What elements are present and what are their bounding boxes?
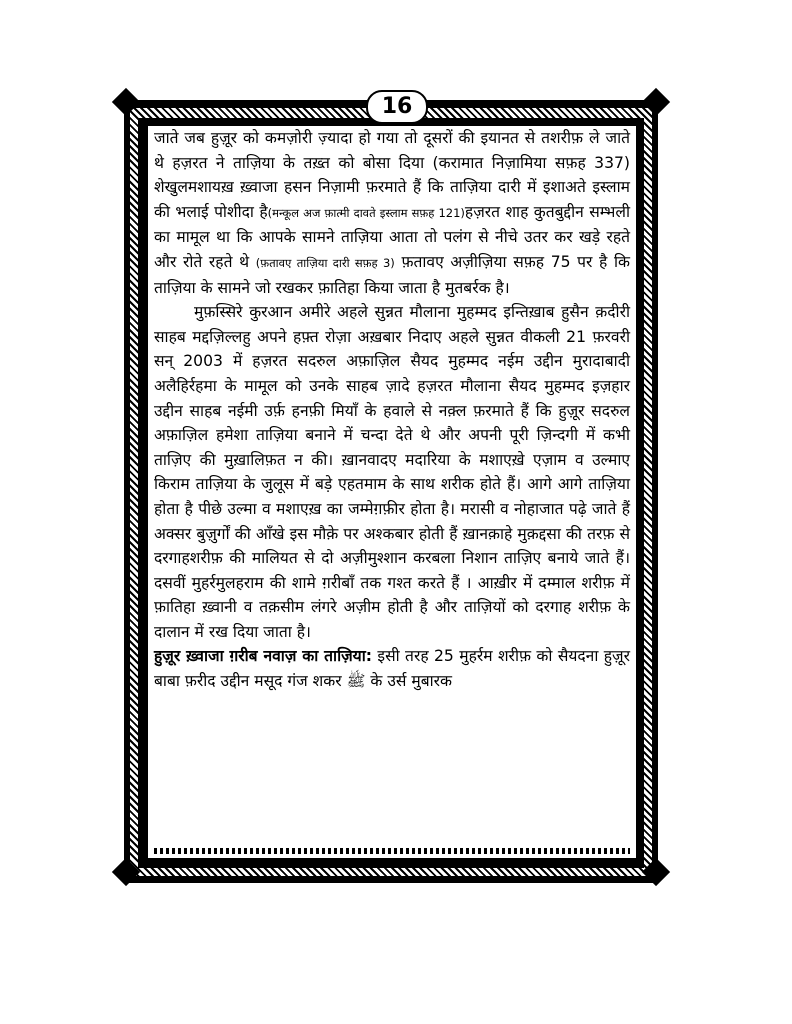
paragraph-2 (154, 300, 630, 644)
bottom-divider (154, 848, 630, 854)
text-segment: फ़तावए अज़ीज़िया सफ़ह 75 पर है कि ताज़िया के सामने जो रखकर फ़ातिहा किया जाता है मुतबर्रक है। (154, 252, 631, 297)
page-number: 16 (366, 90, 428, 124)
citation: (मन्कूल अज फ़ात्मी दावते इस्लाम सफ़ह 121) (267, 205, 465, 220)
text-segment: मुफ़स्सिरे कुरआन अमीरे अहले सुन्नत मौलाना मुहम्मद इन्तिख़ाब हुसैन क़दीरी साहब मद्दज़िल्लहु अपने हफ़्त रोज़ा अख़बार निदाए अहले सुन्नत वीकली 21 फ़रवरी सन् 2003 में हज़रत सदरुल अफ़ाज़िल सैयद मुहम्मद नईम उद्दीन मुरादाबादी अलैहिर्रहमा के मामूल को उनके साहब ज़ादे हज़रत मौलाना सैयद मुहम्मद इज़हार उद्दीन साहब नईमी उर्फ़ हनफ़ी मियाँ के हवाले से नक़्ल फ़रमाते हैं कि हुज़ूर सदरुल अफ़ाज़िल हमेशा ताज़िया बनाने में चन्दा देते थे और अपनी पूरी ज़िन्दगी में कभी ताज़िए की मुख़ालिफ़त न की। ख़ानवादए मदारिया के मशाएख़े एज़ाम व उल्माए किराम ताज़िया के जुलूस में बड़े एहतमाम के साथ शरीक होते हैं। आगे आगे ताज़िया होता है पीछे उल्मा व मशाएख़ का जम्मेग़फ़ीर होता है। मरासी व नोहाजात पढ़े जाते हैं अक्सर बुज़ुर्गों की आँखे इस मौक़े पर अश्कबार होती हैं ख़ानक़ाहे मुक़द्दसा की तरफ़ से दरगाहशरीफ़ की मालियत से दो अज़ीमुश्शान करबला निशान ताज़िए बनाये जाते हैं। दसवीं मुहर्रमुलहराम की शामे ग़रीबाँ तक गश्त करते हैं । आख़ीर में दम्माल शरीफ़ में फ़ातिहा ख़्वानी व तक़सीम लंगरे अज़ीम होती है और ताज़ियों को दरगाह शरीफ़ के दालान में रख दिया जाता है। (154, 303, 630, 641)
paragraph-1 (154, 126, 630, 300)
text-segment: हज़रत शाह कुतबुद्दीन सम्भली का मामूल था कि आपके सामने ताज़िया आता तो पलंग से नीचे उतर कर खड़े रहते और रोते रहते थे (154, 202, 630, 271)
paragraph-3 (154, 644, 630, 693)
section-heading: हुज़ूर ख़्वाजा ग़रीब नवाज़ का ताज़िया: (154, 647, 373, 666)
text-segment: जाते जब हुज़ूर को कमज़ोरी ज़्यादा हो गया तो दूसरों की इयानत से तशरीफ़ ले जाते थे हज़रत ने ताज़िया के तख़्त को बोसा दिया (करामात निज़ामिया सफ़ह 337) शेखुलमशायख़ ख़्वाजा हसन निज़ामी फ़रमाते हैं कि ताज़िया दारी में इशाअते इस्लाम की भलाई पोशीदा है (154, 129, 630, 221)
citation: (फ़तावए ताज़िया दारी सफ़ह 3) (255, 255, 395, 270)
text-segment: इसी तरह 25 मुहर्रम शरीफ़ को सैयदना हुज़ूर बाबा फ़रीद उद्दीन मसूद गंज शकर ﷺ के उर्स मुबारक (154, 647, 631, 691)
page-content (148, 126, 636, 858)
